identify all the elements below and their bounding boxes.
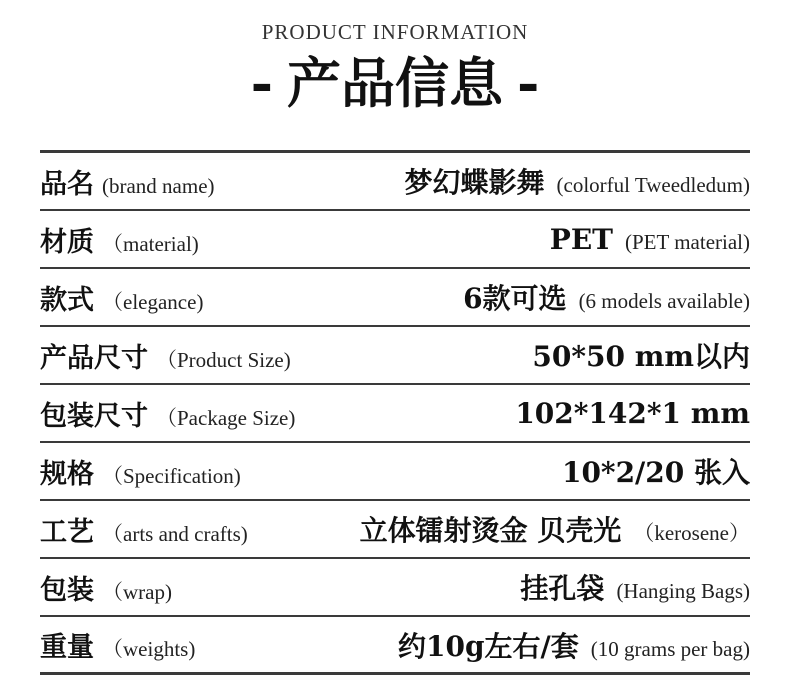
page-eyebrow: PRODUCT INFORMATION [261,20,529,44]
label-cn: 重量 [40,632,94,663]
label-en: （arts and crafts) [102,521,248,546]
row-value [360,509,750,549]
row-value [520,567,750,607]
label-en: （Package Size) [156,405,296,430]
row-value [532,335,750,375]
label-cn: 规格 [40,458,94,490]
label-en: (brand name) [102,173,215,198]
page-title [0,46,790,120]
value-note: (6 models available) [578,289,750,313]
value-main: 50*50 mm以内 [532,340,750,373]
label-en: （weights) [102,637,196,661]
value-main: 立体镭射烫金 贝壳光 [359,514,622,547]
label-en: （elegance) [102,289,204,314]
value-note: (Hanging Bags) [616,579,750,603]
row-label [40,220,199,259]
row-value [515,397,750,430]
row-value [463,277,750,317]
label-en: （material) [102,231,199,256]
value-note: (colorful Tweedledum) [556,173,750,197]
value-main: 6款可选 [463,282,567,315]
label-cn: 品名 [40,168,94,200]
title-dash-left: - [250,51,273,115]
value-main: 10*2/20 张入 [561,456,750,489]
label-en: （Specification) [102,463,241,488]
label-cn: 材质 [40,226,94,258]
label-en: （wrap) [102,579,172,604]
value-main: 挂孔袋 [520,572,605,605]
row-label [40,162,215,201]
row-label [40,568,172,607]
value-main: 102*142*1 mm [515,396,750,430]
table-row [40,559,750,617]
product-info-table [40,150,750,675]
label-cn: 包装 [40,574,94,606]
table-row [40,269,750,327]
row-label [40,510,248,549]
label-cn: 包装尺寸 [40,400,148,432]
table-row [40,211,750,269]
row-value [550,223,750,256]
row-label [40,278,203,317]
value-note: (10 grams per bag) [590,636,750,661]
table-row [40,443,750,501]
title-text: 产品信息 [287,51,503,115]
table-row [40,153,750,211]
row-label [40,625,195,664]
table-row [40,617,750,675]
value-main: 约10g左右/套 [398,629,579,663]
value-main: PET [549,222,613,256]
value-note: (PET material) [625,229,750,254]
row-value [562,451,750,491]
row-label [40,394,295,433]
row-value [404,161,750,201]
title-dash-right: - [517,51,540,115]
label-cn: 款式 [40,284,94,316]
value-note: （kerosene） [633,521,750,545]
row-label [40,452,241,491]
table-row [40,501,750,559]
label-cn: 产品尺寸 [40,342,148,374]
row-value [398,625,750,665]
table-row [40,385,750,443]
value-main: 梦幻蝶影舞 [404,166,545,199]
table-row [40,327,750,385]
label-cn: 工艺 [40,516,94,548]
row-label [40,336,291,375]
label-en: （Product Size) [156,347,291,372]
